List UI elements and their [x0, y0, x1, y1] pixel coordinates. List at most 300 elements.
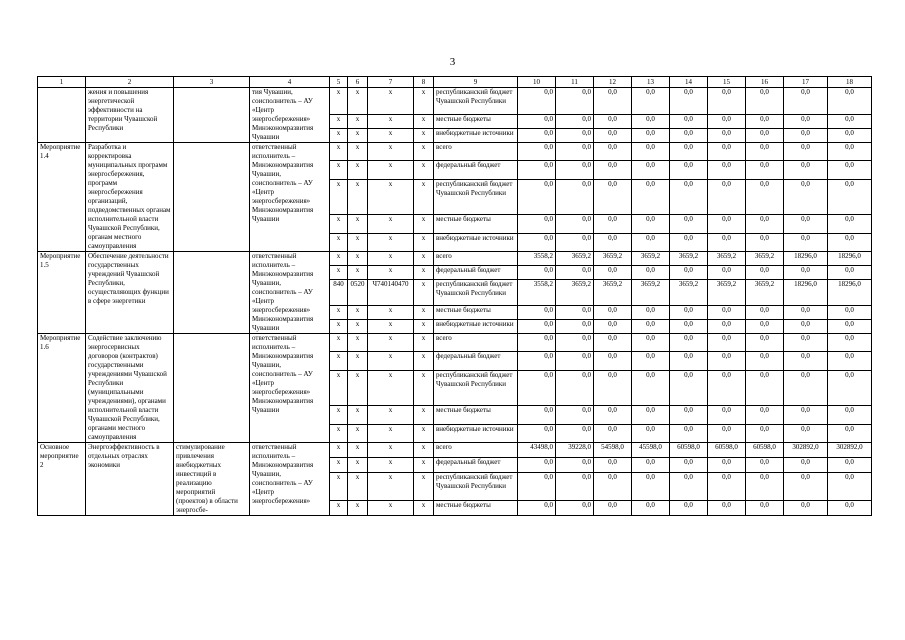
target-article-cell: x	[368, 424, 414, 443]
header-cell: 8	[414, 77, 434, 88]
amount-cell: 0,0	[670, 265, 708, 279]
amount-cell: 0,0	[594, 114, 632, 128]
amount-cell: 0,0	[746, 215, 784, 233]
amount-cell: 43498,0	[518, 443, 556, 458]
section-cell: x	[348, 252, 368, 266]
amount-cell: 0,0	[632, 320, 670, 334]
amount-cell: 0,0	[828, 424, 872, 443]
amount-cell: 0,0	[828, 334, 872, 352]
amount-cell: 0,0	[828, 501, 872, 516]
amount-cell: 0,0	[828, 233, 872, 252]
amount-cell: 0,0	[594, 501, 632, 516]
amount-cell: 0,0	[556, 179, 594, 214]
amount-cell: 3558,2	[518, 252, 556, 266]
target-article-cell: x	[368, 88, 414, 115]
expense-group-cell: x	[414, 279, 434, 305]
amount-cell: 0,0	[556, 501, 594, 516]
amount-cell: 0,0	[518, 334, 556, 352]
amount-cell: 0,0	[828, 161, 872, 179]
amount-cell: 0,0	[828, 128, 872, 142]
expense-group-cell: x	[414, 306, 434, 320]
target-article-cell: x	[368, 128, 414, 142]
amount-cell: 0,0	[556, 406, 594, 424]
expense-group-cell: x	[414, 472, 434, 500]
amount-cell: 0,0	[784, 161, 828, 179]
amount-cell: 18296,0	[828, 279, 872, 305]
expense-group-cell: x	[414, 143, 434, 161]
amount-cell: 0,0	[670, 88, 708, 115]
table-row	[38, 143, 872, 161]
expense-group-cell: x	[414, 252, 434, 266]
table-row	[38, 252, 872, 266]
responsible-cell: тия Чувашии, соисполнитель – АУ «Центр энергосбережения» Минэкономразвития Чувашии	[250, 88, 330, 143]
amount-cell: 0,0	[632, 128, 670, 142]
amount-cell: 0,0	[708, 352, 746, 370]
expense-group-cell: x	[414, 161, 434, 179]
amount-cell: 18296,0	[828, 252, 872, 266]
amount-cell: 3659,2	[708, 279, 746, 305]
amount-cell: 3558,2	[518, 279, 556, 305]
amount-cell: 60598,0	[708, 443, 746, 458]
page-number: 3	[449, 56, 456, 68]
amount-cell: 0,0	[784, 370, 828, 405]
expense-group-cell: x	[414, 265, 434, 279]
amount-cell: 3659,2	[670, 279, 708, 305]
table-body	[38, 77, 872, 516]
funding-source-cell: внебюджетные источники	[434, 233, 518, 252]
amount-cell: 0,0	[784, 334, 828, 352]
target-article-cell: x	[368, 457, 414, 472]
header-cell: 5	[330, 77, 348, 88]
amount-cell: 0,0	[518, 352, 556, 370]
amount-cell: 0,0	[594, 406, 632, 424]
amount-cell: 0,0	[670, 352, 708, 370]
amount-cell: 0,0	[708, 501, 746, 516]
section-cell: x	[348, 406, 368, 424]
amount-cell: 0,0	[594, 233, 632, 252]
amount-cell: 0,0	[784, 179, 828, 214]
amount-cell: 0,0	[746, 472, 784, 500]
amount-cell: 0,0	[632, 161, 670, 179]
amount-cell: 0,0	[518, 320, 556, 334]
header-cell: 16	[746, 77, 784, 88]
expense-group-cell: x	[414, 215, 434, 233]
amount-cell: 0,0	[670, 334, 708, 352]
amount-cell: 0,0	[632, 215, 670, 233]
grbs-cell: x	[330, 320, 348, 334]
header-cell: 12	[594, 77, 632, 88]
amount-cell: 0,0	[708, 370, 746, 405]
amount-cell: 0,0	[784, 114, 828, 128]
amount-cell: 0,0	[594, 265, 632, 279]
amount-cell: 0,0	[518, 265, 556, 279]
amount-cell: 0,0	[594, 306, 632, 320]
amount-cell: 0,0	[828, 320, 872, 334]
measure-goal-cell	[174, 334, 250, 443]
amount-cell: 0,0	[632, 143, 670, 161]
expense-group-cell: x	[414, 179, 434, 214]
amount-cell: 0,0	[670, 457, 708, 472]
section-cell: x	[348, 424, 368, 443]
target-article-cell: x	[368, 334, 414, 352]
amount-cell: 0,0	[708, 457, 746, 472]
amount-cell: 3659,2	[746, 279, 784, 305]
header-cell: 10	[518, 77, 556, 88]
amount-cell: 54598,0	[594, 443, 632, 458]
header-cell: 2	[86, 77, 174, 88]
amount-cell: 0,0	[518, 233, 556, 252]
target-article-cell: x	[368, 352, 414, 370]
amount-cell: 0,0	[594, 320, 632, 334]
amount-cell: 0,0	[746, 370, 784, 405]
funding-source-cell: федеральный бюджет	[434, 457, 518, 472]
amount-cell: 0,0	[746, 334, 784, 352]
amount-cell: 0,0	[746, 406, 784, 424]
amount-cell: 0,0	[746, 265, 784, 279]
amount-cell: 0,0	[556, 233, 594, 252]
funding-source-cell: республиканский бюджет Чувашской Республики	[434, 370, 518, 405]
amount-cell: 18296,0	[784, 252, 828, 266]
grbs-cell: x	[330, 161, 348, 179]
grbs-cell: x	[330, 406, 348, 424]
amount-cell: 0,0	[784, 215, 828, 233]
responsible-cell: ответственный исполнитель – Минэкономразвития Чувашии, соисполнитель – АУ «Центр энергосбережения»	[250, 443, 330, 516]
expense-group-cell: x	[414, 88, 434, 115]
column-number-header	[38, 77, 872, 88]
measure-code-cell: Основное мероприятие 2	[38, 443, 86, 516]
funding-source-cell: республиканский бюджет Чувашской Республики	[434, 472, 518, 500]
amount-cell: 0,0	[828, 457, 872, 472]
target-article-cell: x	[368, 320, 414, 334]
amount-cell: 0,0	[632, 472, 670, 500]
expense-group-cell: x	[414, 406, 434, 424]
header-cell: 18	[828, 77, 872, 88]
amount-cell: 0,0	[518, 161, 556, 179]
funding-source-cell: местные бюджеты	[434, 215, 518, 233]
grbs-cell: x	[330, 424, 348, 443]
amount-cell: 0,0	[670, 161, 708, 179]
amount-cell: 0,0	[708, 161, 746, 179]
amount-cell: 0,0	[828, 88, 872, 115]
funding-source-cell: республиканский бюджет Чувашской Республики	[434, 179, 518, 214]
grbs-cell: x	[330, 114, 348, 128]
expense-group-cell: x	[414, 370, 434, 405]
amount-cell: 0,0	[784, 424, 828, 443]
amount-cell: 0,0	[828, 370, 872, 405]
amount-cell: 0,0	[828, 352, 872, 370]
amount-cell: 0,0	[518, 114, 556, 128]
amount-cell: 0,0	[594, 143, 632, 161]
funding-source-cell: внебюджетные источники	[434, 128, 518, 142]
amount-cell: 0,0	[556, 215, 594, 233]
expense-group-cell: x	[414, 424, 434, 443]
section-cell: x	[348, 306, 368, 320]
header-cell: 14	[670, 77, 708, 88]
amount-cell: 0,0	[556, 352, 594, 370]
amount-cell: 39228,0	[556, 443, 594, 458]
amount-cell: 0,0	[556, 320, 594, 334]
amount-cell: 0,0	[518, 306, 556, 320]
amount-cell: 0,0	[784, 233, 828, 252]
amount-cell: 0,0	[632, 179, 670, 214]
amount-cell: 0,0	[518, 406, 556, 424]
grbs-cell: 840	[330, 279, 348, 305]
amount-cell: 0,0	[784, 320, 828, 334]
measure-code-cell: Мероприятие 1.4	[38, 143, 86, 252]
amount-cell: 0,0	[632, 265, 670, 279]
funding-source-cell: внебюджетные источники	[434, 320, 518, 334]
amount-cell: 0,0	[556, 143, 594, 161]
amount-cell: 0,0	[708, 179, 746, 214]
amount-cell: 0,0	[746, 179, 784, 214]
amount-cell: 0,0	[746, 320, 784, 334]
target-article-cell: x	[368, 252, 414, 266]
amount-cell: 0,0	[784, 457, 828, 472]
expense-group-cell: x	[414, 352, 434, 370]
amount-cell: 0,0	[518, 370, 556, 405]
section-cell: x	[348, 472, 368, 500]
expense-group-cell: x	[414, 443, 434, 458]
amount-cell: 0,0	[632, 370, 670, 405]
responsible-cell: ответственный исполнитель – Минэкономразвития Чувашии, соисполнитель – АУ «Центр энергосбережения» Минэкономразвития Чувашии	[250, 143, 330, 252]
amount-cell: 0,0	[670, 370, 708, 405]
expense-group-cell: x	[414, 334, 434, 352]
expense-group-cell: x	[414, 233, 434, 252]
amount-cell: 0,0	[784, 128, 828, 142]
amount-cell: 0,0	[784, 352, 828, 370]
amount-cell: 0,0	[746, 352, 784, 370]
section-cell: x	[348, 457, 368, 472]
funding-source-cell: местные бюджеты	[434, 501, 518, 516]
grbs-cell: x	[330, 472, 348, 500]
amount-cell: 0,0	[670, 215, 708, 233]
amount-cell: 0,0	[556, 424, 594, 443]
amount-cell: 3659,2	[556, 252, 594, 266]
header-cell: 3	[174, 77, 250, 88]
amount-cell: 0,0	[828, 114, 872, 128]
amount-cell: 0,0	[670, 406, 708, 424]
measure-goal-cell	[174, 252, 250, 334]
funding-source-cell: федеральный бюджет	[434, 352, 518, 370]
amount-cell: 0,0	[632, 306, 670, 320]
amount-cell: 0,0	[594, 88, 632, 115]
amount-cell: 302892,0	[828, 443, 872, 458]
amount-cell: 0,0	[670, 179, 708, 214]
amount-cell: 0,0	[556, 306, 594, 320]
target-article-cell: x	[368, 265, 414, 279]
expense-group-cell: x	[414, 320, 434, 334]
amount-cell: 0,0	[594, 457, 632, 472]
amount-cell: 0,0	[746, 128, 784, 142]
grbs-cell: x	[330, 179, 348, 214]
target-article-cell: x	[368, 443, 414, 458]
amount-cell: 0,0	[670, 306, 708, 320]
section-cell: x	[348, 443, 368, 458]
amount-cell: 0,0	[828, 143, 872, 161]
funding-source-cell: республиканский бюджет Чувашской Республики	[434, 88, 518, 115]
amount-cell: 0,0	[670, 233, 708, 252]
amount-cell: 0,0	[632, 233, 670, 252]
amount-cell: 0,0	[746, 457, 784, 472]
grbs-cell: x	[330, 215, 348, 233]
grbs-cell: x	[330, 370, 348, 405]
amount-cell: 0,0	[632, 114, 670, 128]
target-article-cell: x	[368, 406, 414, 424]
amount-cell: 0,0	[784, 306, 828, 320]
section-cell: x	[348, 334, 368, 352]
section-cell: x	[348, 233, 368, 252]
grbs-cell: x	[330, 143, 348, 161]
amount-cell: 0,0	[556, 370, 594, 405]
amount-cell: 0,0	[594, 215, 632, 233]
responsible-cell: ответственный исполнитель – Минэкономразвития Чувашии, соисполнитель – АУ «Центр энергосбережения» Минэкономразвития Чувашии	[250, 252, 330, 334]
funding-source-cell: всего	[434, 443, 518, 458]
table-row	[38, 443, 872, 458]
section-cell: x	[348, 215, 368, 233]
measure-code-cell: Мероприятие 1.5	[38, 252, 86, 334]
amount-cell: 0,0	[556, 88, 594, 115]
section-cell: x	[348, 114, 368, 128]
header-cell: 7	[368, 77, 414, 88]
section-cell: x	[348, 501, 368, 516]
amount-cell: 60598,0	[746, 443, 784, 458]
funding-source-cell: всего	[434, 334, 518, 352]
grbs-cell: x	[330, 306, 348, 320]
expense-group-cell: x	[414, 501, 434, 516]
amount-cell: 0,0	[828, 472, 872, 500]
section-cell: 0520	[348, 279, 368, 305]
grbs-cell: x	[330, 501, 348, 516]
amount-cell: 0,0	[518, 457, 556, 472]
header-cell: 1	[38, 77, 86, 88]
amount-cell: 0,0	[708, 472, 746, 500]
measure-name-cell: Энергоэффективность в отдельных отраслях экономики	[86, 443, 174, 516]
grbs-cell: x	[330, 334, 348, 352]
measure-code-cell: Мероприятие 1.6	[38, 334, 86, 443]
amount-cell: 0,0	[708, 424, 746, 443]
measure-name-cell: Содействие заключению энергосервисных договоров (контрактов) государственными учреждениями Чувашской Республики (муниципальными учреждениями), органами исполнительной власти Чувашской Республики, органами местного самоуправления	[86, 334, 174, 443]
amount-cell: 0,0	[828, 406, 872, 424]
amount-cell: 0,0	[518, 143, 556, 161]
section-cell: x	[348, 370, 368, 405]
amount-cell: 0,0	[594, 179, 632, 214]
amount-cell: 3659,2	[594, 279, 632, 305]
amount-cell: 0,0	[828, 306, 872, 320]
funding-source-cell: федеральный бюджет	[434, 265, 518, 279]
amount-cell: 0,0	[594, 472, 632, 500]
amount-cell: 60598,0	[670, 443, 708, 458]
header-cell: 17	[784, 77, 828, 88]
amount-cell: 0,0	[594, 334, 632, 352]
grbs-cell: x	[330, 443, 348, 458]
amount-cell: 0,0	[708, 265, 746, 279]
target-article-cell: x	[368, 501, 414, 516]
amount-cell: 0,0	[746, 143, 784, 161]
amount-cell: 0,0	[518, 215, 556, 233]
table-row	[38, 88, 872, 115]
amount-cell: 0,0	[556, 128, 594, 142]
target-article-cell: x	[368, 233, 414, 252]
target-article-cell: x	[368, 179, 414, 214]
grbs-cell: x	[330, 88, 348, 115]
section-cell: x	[348, 88, 368, 115]
amount-cell: 0,0	[708, 88, 746, 115]
funding-source-cell: внебюджетные источники	[434, 424, 518, 443]
section-cell: x	[348, 320, 368, 334]
amount-cell: 0,0	[632, 406, 670, 424]
amount-cell: 0,0	[518, 88, 556, 115]
amount-cell: 45598,0	[632, 443, 670, 458]
program-funding-table	[37, 76, 872, 516]
amount-cell: 0,0	[708, 143, 746, 161]
amount-cell: 0,0	[594, 370, 632, 405]
amount-cell: 0,0	[518, 179, 556, 214]
amount-cell: 0,0	[708, 334, 746, 352]
amount-cell: 0,0	[828, 179, 872, 214]
header-cell: 4	[250, 77, 330, 88]
expense-group-cell: x	[414, 128, 434, 142]
amount-cell: 0,0	[784, 406, 828, 424]
amount-cell: 0,0	[670, 501, 708, 516]
funding-source-cell: местные бюджеты	[434, 406, 518, 424]
amount-cell: 0,0	[746, 501, 784, 516]
amount-cell: 0,0	[746, 306, 784, 320]
funding-source-cell: местные бюджеты	[434, 114, 518, 128]
amount-cell: 0,0	[632, 457, 670, 472]
amount-cell: 0,0	[708, 233, 746, 252]
amount-cell: 0,0	[670, 424, 708, 443]
section-cell: x	[348, 265, 368, 279]
funding-source-cell: федеральный бюджет	[434, 161, 518, 179]
amount-cell: 0,0	[708, 114, 746, 128]
amount-cell: 0,0	[708, 215, 746, 233]
target-article-cell: Ч740140470	[368, 279, 414, 305]
responsible-cell: ответственный исполнитель – Минэкономразвития Чувашии, соисполнитель – АУ «Центр энергосбережения» Минэкономразвития Чувашии	[250, 334, 330, 443]
target-article-cell: x	[368, 114, 414, 128]
amount-cell: 0,0	[746, 88, 784, 115]
amount-cell: 0,0	[632, 88, 670, 115]
expense-group-cell: x	[414, 114, 434, 128]
amount-cell: 0,0	[708, 320, 746, 334]
amount-cell: 0,0	[632, 334, 670, 352]
target-article-cell: x	[368, 306, 414, 320]
amount-cell: 0,0	[518, 128, 556, 142]
section-cell: x	[348, 143, 368, 161]
target-article-cell: x	[368, 370, 414, 405]
amount-cell: 0,0	[556, 114, 594, 128]
amount-cell: 3659,2	[670, 252, 708, 266]
amount-cell: 0,0	[594, 128, 632, 142]
amount-cell: 0,0	[632, 501, 670, 516]
amount-cell: 0,0	[556, 334, 594, 352]
amount-cell: 18296,0	[784, 279, 828, 305]
amount-cell: 0,0	[828, 265, 872, 279]
amount-cell: 0,0	[594, 352, 632, 370]
amount-cell: 0,0	[670, 128, 708, 142]
grbs-cell: x	[330, 233, 348, 252]
section-cell: x	[348, 352, 368, 370]
amount-cell: 0,0	[784, 265, 828, 279]
amount-cell: 0,0	[518, 424, 556, 443]
header-cell: 11	[556, 77, 594, 88]
amount-cell: 0,0	[556, 161, 594, 179]
amount-cell: 3659,2	[746, 252, 784, 266]
measure-goal-cell: стимулирование привлечения внебюджетных инвестиций в реализацию мероприятий (проектов) в области энергосбе-	[174, 443, 250, 516]
amount-cell: 0,0	[746, 233, 784, 252]
table-row	[38, 334, 872, 352]
amount-cell: 0,0	[670, 320, 708, 334]
amount-cell: 3659,2	[632, 279, 670, 305]
